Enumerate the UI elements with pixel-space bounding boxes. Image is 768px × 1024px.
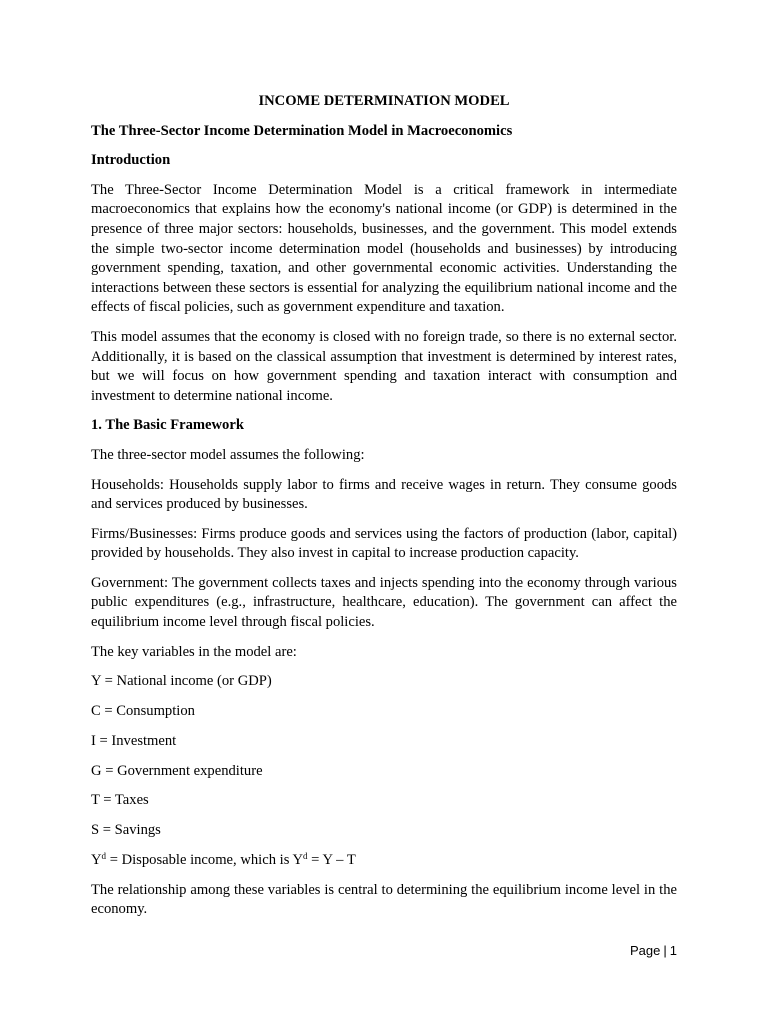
document-title: INCOME DETERMINATION MODEL (258, 93, 510, 109)
section-1-intro: The three-sector model assumes the following: (91, 446, 365, 463)
page-footer (630, 941, 677, 961)
firms-paragraph: Firms/Businesses: Firms produce goods and services using the factors of production (labor, capital) provided by households. They also invest in capital to increase production capacity. (91, 525, 677, 562)
disposable-symbol: Y (91, 851, 102, 868)
government-paragraph: Government: The government collects taxes and injects spending into the economy through various public expenditures (e.g., infrastructure, healthcare, education). The government can affect the equilibrium income level through fiscal policies. (91, 574, 677, 631)
disposable-superscript: d (101, 850, 107, 861)
disposable-text-2: = Y – T (307, 851, 356, 868)
document-subtitle: The Three-Sector Income Determination Model in Macroeconomics (91, 122, 513, 139)
page-separator: | (663, 943, 667, 958)
disposable-text-1: = Disposable income, which is Y (106, 851, 304, 868)
variable-taxes: T = Taxes (91, 792, 149, 809)
document-body (91, 92, 677, 930)
households-paragraph: Households: Households supply labor to firms and receive wages in return. They consume goods and services produced by businesses. (91, 476, 677, 513)
variable-disposable-income (91, 851, 677, 871)
variable-consumption: C = Consumption (91, 703, 195, 720)
variable-investment: I = Investment (91, 732, 177, 749)
variable-national-income: Y = National income (or GDP) (91, 673, 272, 690)
key-variables-intro: The key variables in the model are: (91, 643, 297, 660)
variable-government-expenditure: G = Government expenditure (91, 762, 263, 779)
introduction-heading: Introduction (91, 152, 171, 169)
introduction-paragraph-2: This model assumes that the economy is closed with no foreign trade, so there is no external sector. Additionally, it is based on the classical assumption that investment is determined by interest rates, but we will focus on how government spending and taxation interact with consumption and investment to determine national income. (91, 328, 677, 404)
page-number: 1 (669, 943, 677, 958)
closing-paragraph: The relationship among these variables is central to determining the equilibrium income level in the economy. (91, 881, 677, 918)
variable-savings: S = Savings (91, 822, 161, 839)
introduction-paragraph-1: The Three-Sector Income Determination Model is a critical framework in intermediate macroeconomics that explains how the economy's national income (or GDP) is determined in the presence of three major sectors: households, businesses, and the government. This model extends the simple two-sector income determination model (households and businesses) by introducing government spending, taxation, and other governmental economic activities. Understanding the interactions between these sectors is essential for analyzing the equilibrium national income and the effects of fiscal policies, such as government expenditure and taxation. (91, 181, 677, 316)
page-label: Page (630, 943, 661, 958)
section-1-heading: 1. The Basic Framework (91, 417, 244, 434)
disposable-superscript-2: d (303, 850, 308, 861)
